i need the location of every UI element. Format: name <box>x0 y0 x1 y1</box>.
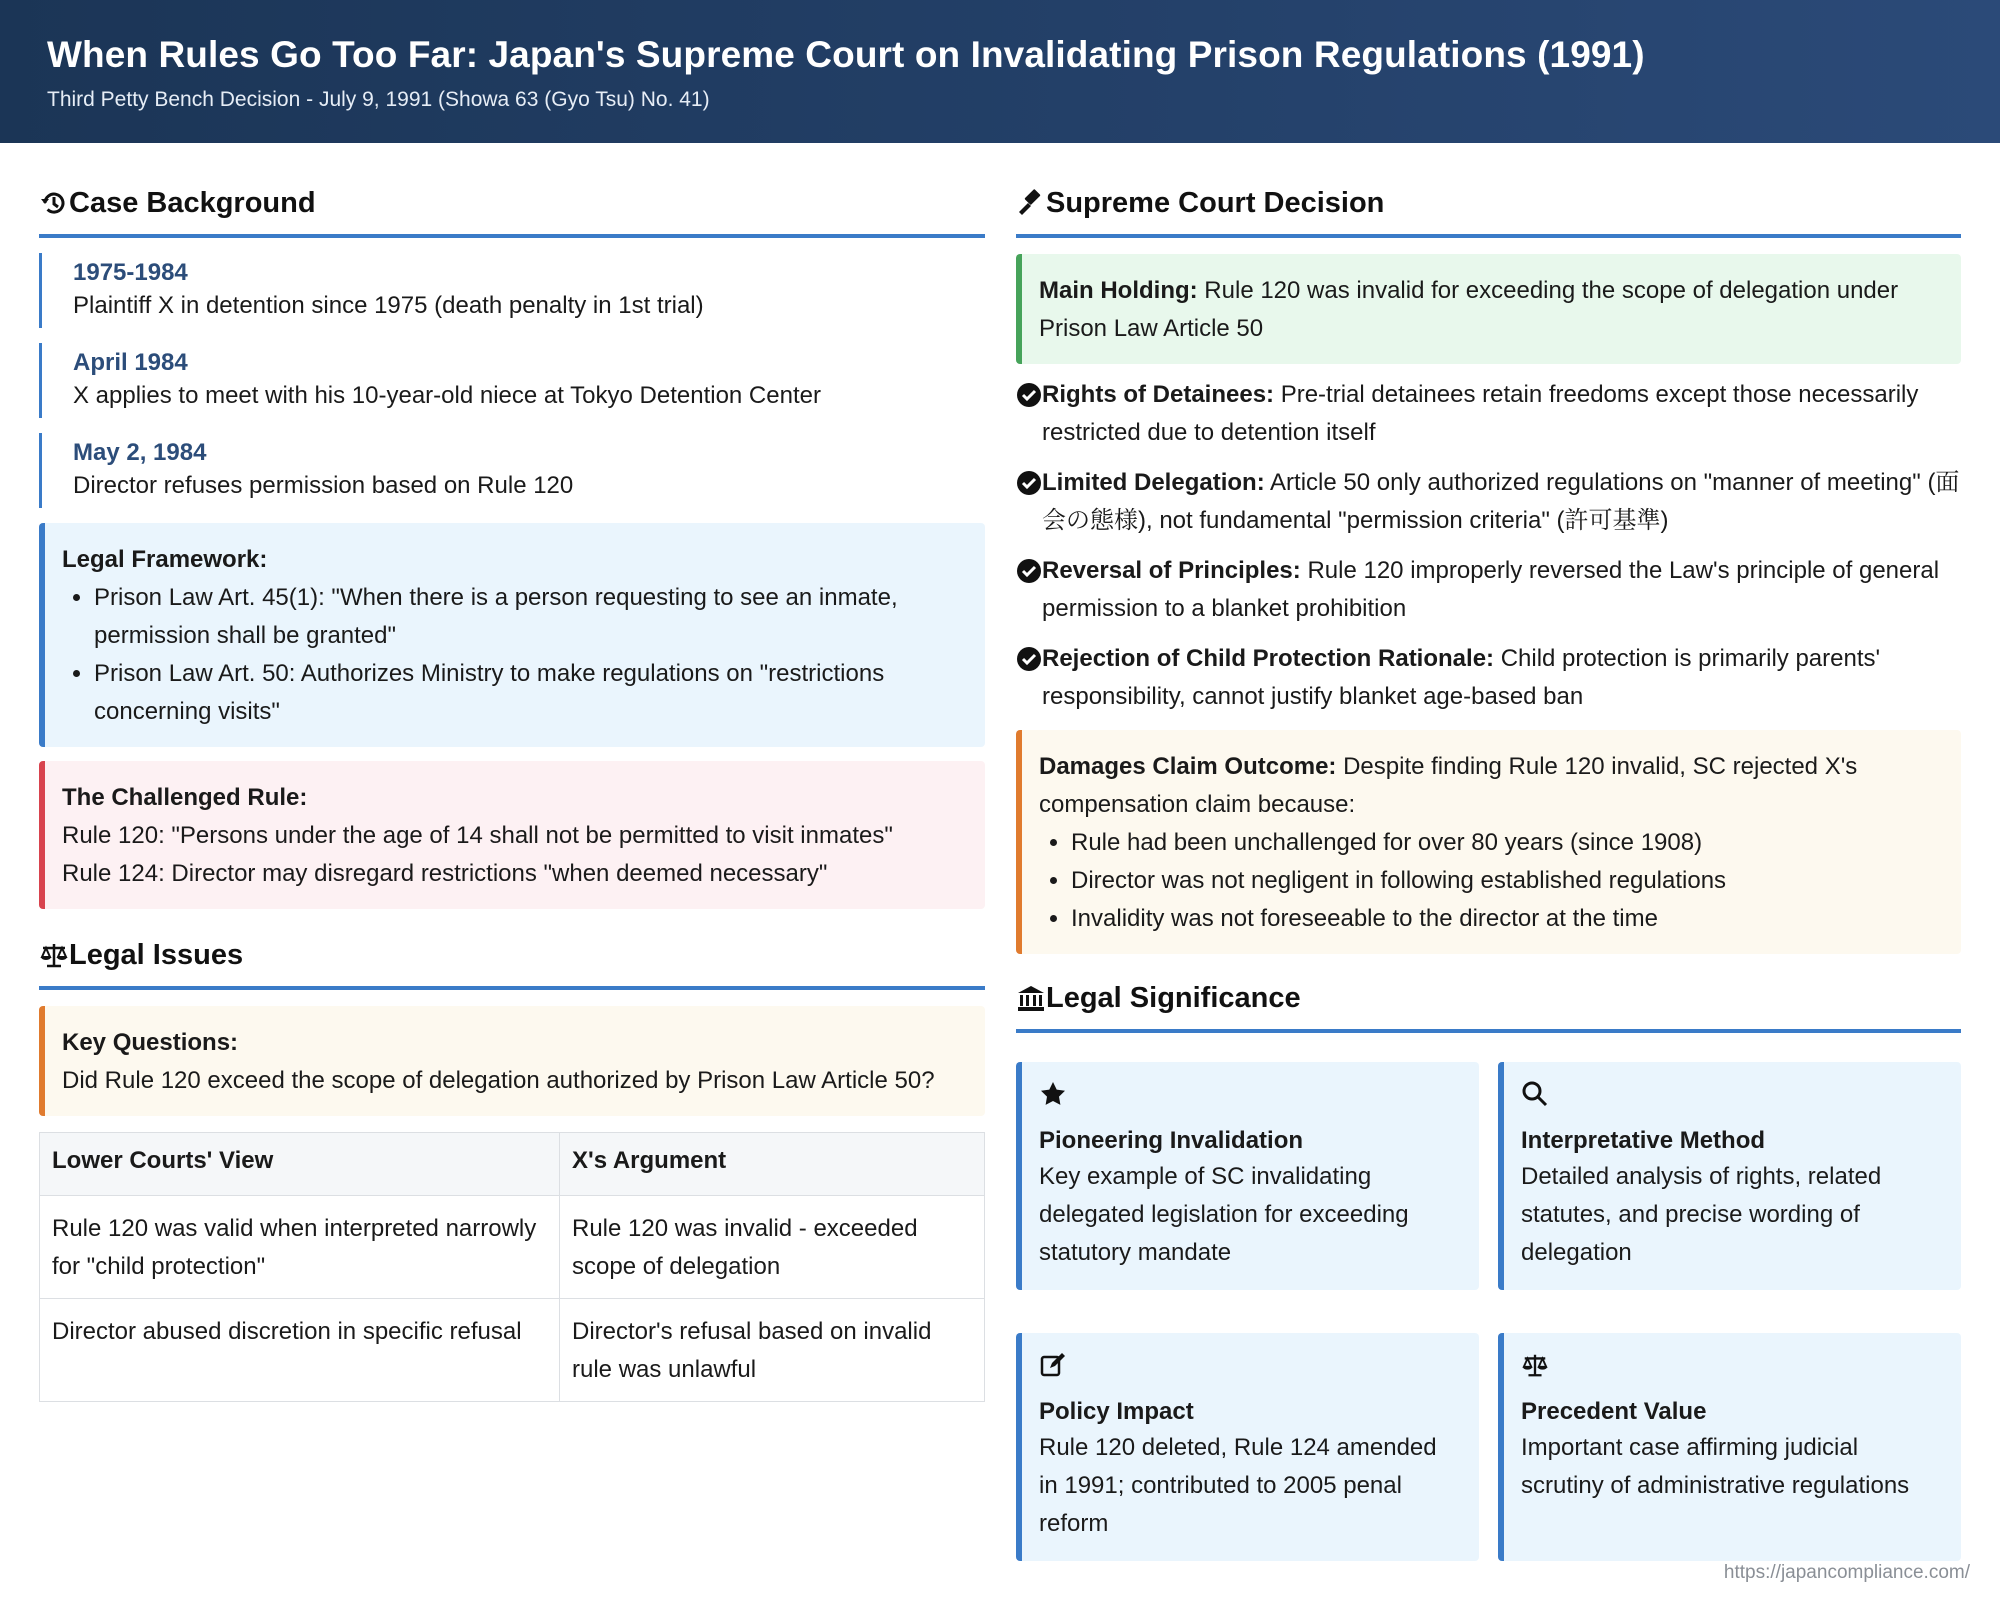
point-body: Child protection is primarily parents' responsibility, cannot justify blanket age-based ban <box>1042 645 1881 710</box>
left-column <box>39 183 985 1402</box>
timeline-date: 1975-1984 <box>73 259 188 286</box>
significance-card <box>1498 1333 1961 1561</box>
scales-icon <box>1521 1351 1549 1379</box>
section-divider <box>1016 234 1961 238</box>
significance-card <box>1016 1333 1479 1561</box>
table-cell: Director abused discretion in specific refusal <box>40 1299 560 1402</box>
check-circle-icon <box>1016 646 1042 672</box>
box-title: Key Questions: <box>62 1029 239 1056</box>
damages-text: Despite finding Rule 120 invalid, SC rejected X's compensation claim because: <box>1039 753 1858 818</box>
box-title: The Challenged Rule: <box>62 784 308 811</box>
holding-text: Rule 120 was invalid for exceeding the scope of delegation under Prison Law Article 50 <box>1039 277 1899 342</box>
decision-point <box>1016 376 1961 452</box>
damages-label: Damages Claim Outcome: <box>1039 753 1337 780</box>
point-label: Rights of Detainees: <box>1042 381 1275 408</box>
timeline-date: April 1984 <box>73 349 188 376</box>
key-questions-box <box>39 1006 985 1116</box>
framework-item: • Prison Law Art. 50: Authorizes Ministry to make regulations on "restrictions concerning visits" <box>94 655 965 731</box>
card-text: Rule 120 deleted, Rule 124 amended in 1991; contributed to 2005 penal reform <box>1039 1434 1437 1537</box>
table-cell: Director's refusal based on invalid rule was unlawful <box>560 1299 985 1402</box>
timeline-text: Director refuses permission based on Rule 120 <box>73 472 574 499</box>
page-header <box>0 0 2000 143</box>
card-text: Important case affirming judicial scrutiny of administrative regulations <box>1521 1434 1910 1499</box>
legal-issues-heading <box>39 935 985 975</box>
point-body: Pre-trial detainees retain freedoms except those necessarily restricted due to detention itself <box>1042 381 1919 446</box>
section-divider <box>1016 1029 1961 1033</box>
right-column <box>1016 183 1961 1562</box>
edit-icon <box>1039 1351 1067 1379</box>
main-holding-box <box>1016 254 1961 364</box>
page-subtitle: Third Petty Bench Decision - July 9, 1991 (Showa 63 (Gyo Tsu) No. 41) <box>47 88 710 111</box>
check-circle-icon <box>1016 558 1042 584</box>
challenged-rule-box <box>39 761 985 909</box>
holding-label: Main Holding: <box>1039 277 1198 304</box>
damages-item: • Rule had been unchallenged for over 80 years (since 1908) <box>1071 824 1941 862</box>
point-text <box>1042 552 1961 628</box>
timeline-item <box>39 253 985 328</box>
damages-item: • Director was not negligent in following established regulations <box>1071 862 1941 900</box>
scales-icon <box>39 940 69 970</box>
section-title: Case Background <box>69 186 316 219</box>
table-header: X's Argument <box>560 1133 985 1196</box>
timeline-item <box>39 433 985 508</box>
significance-card <box>1016 1062 1479 1290</box>
check-circle-icon <box>1016 382 1042 408</box>
decision-point <box>1016 552 1961 628</box>
section-divider <box>39 986 985 990</box>
point-text <box>1042 640 1961 716</box>
rule-line: Rule 120: "Persons under the age of 14 shall not be permitted to visit inmates" <box>62 822 893 849</box>
institution-icon <box>1016 983 1046 1013</box>
history-icon <box>39 188 69 218</box>
card-title: Policy Impact <box>1039 1398 1194 1425</box>
comparison-table <box>39 1132 985 1402</box>
card-title: Pioneering Invalidation <box>1039 1127 1304 1154</box>
section-title: Legal Significance <box>1046 981 1301 1014</box>
legal-framework-box <box>39 523 985 747</box>
table-row <box>40 1299 985 1402</box>
table-header-row <box>40 1133 985 1196</box>
card-text: Detailed analysis of rights, related statutes, and precise wording of delegation <box>1521 1163 1882 1266</box>
section-divider <box>39 234 985 238</box>
case-background-heading <box>39 183 985 223</box>
damages-claim-box <box>1016 730 1961 954</box>
point-label: Rejection of Child Protection Rationale: <box>1042 645 1495 672</box>
page-title: When Rules Go Too Far: Japan's Supreme Court on Invalidating Prison Regulations (1991) <box>47 34 1645 75</box>
table-cell: Rule 120 was valid when interpreted narrowly for "child protection" <box>40 1196 560 1299</box>
gavel-icon <box>1016 188 1046 218</box>
point-body: Rule 120 improperly reversed the Law's principle of general permission to a blanket prohibition <box>1042 557 1940 622</box>
significance-grid <box>1016 1062 1961 1562</box>
table-row <box>40 1196 985 1299</box>
timeline-text: X applies to meet with his 10-year-old niece at Tokyo Detention Center <box>73 382 821 409</box>
point-body: Article 50 only authorized regulations on "manner of meeting" (面会の態様), not fundamental "permission criteria" (許可基準) <box>1042 469 1960 534</box>
timeline <box>39 253 985 508</box>
timeline-item <box>39 343 985 418</box>
search-icon <box>1521 1080 1549 1108</box>
box-title: Legal Framework: <box>62 546 268 573</box>
significance-card <box>1498 1062 1961 1290</box>
table-cell: Rule 120 was invalid - exceeded scope of delegation <box>560 1196 985 1299</box>
card-title: Precedent Value <box>1521 1398 1707 1425</box>
decision-points <box>1016 376 1961 716</box>
legal-significance-heading <box>1016 978 1961 1018</box>
point-label: Reversal of Principles: <box>1042 557 1301 584</box>
timeline-text: Plaintiff X in detention since 1975 (death penalty in 1st trial) <box>73 292 704 319</box>
point-text <box>1042 464 1961 540</box>
decision-point <box>1016 464 1961 540</box>
damages-item: • Invalidity was not foreseeable to the director at the time <box>1071 900 1941 938</box>
footer-url[interactable]: https://japancompliance.com/ <box>1723 1562 1970 1583</box>
point-text <box>1042 376 1961 452</box>
key-question-text: Did Rule 120 exceed the scope of delegation authorized by Prison Law Article 50? <box>62 1067 935 1094</box>
card-text: Key example of SC invalidating delegated legislation for exceeding statutory mandate <box>1039 1163 1409 1266</box>
card-title: Interpretative Method <box>1521 1127 1766 1154</box>
check-circle-icon <box>1016 470 1042 496</box>
decision-heading <box>1016 183 1961 223</box>
section-title: Supreme Court Decision <box>1046 186 1385 219</box>
section-title: Legal Issues <box>69 938 244 971</box>
star-icon <box>1039 1080 1067 1108</box>
rule-line: Rule 124: Director may disregard restrictions "when deemed necessary" <box>62 860 828 887</box>
timeline-date: May 2, 1984 <box>73 439 207 466</box>
framework-item: • Prison Law Art. 45(1): "When there is a person requesting to see an inmate, permission shall be granted" <box>94 579 965 655</box>
decision-point <box>1016 640 1961 716</box>
table-header: Lower Courts' View <box>40 1133 560 1196</box>
point-label: Limited Delegation: <box>1042 469 1265 496</box>
